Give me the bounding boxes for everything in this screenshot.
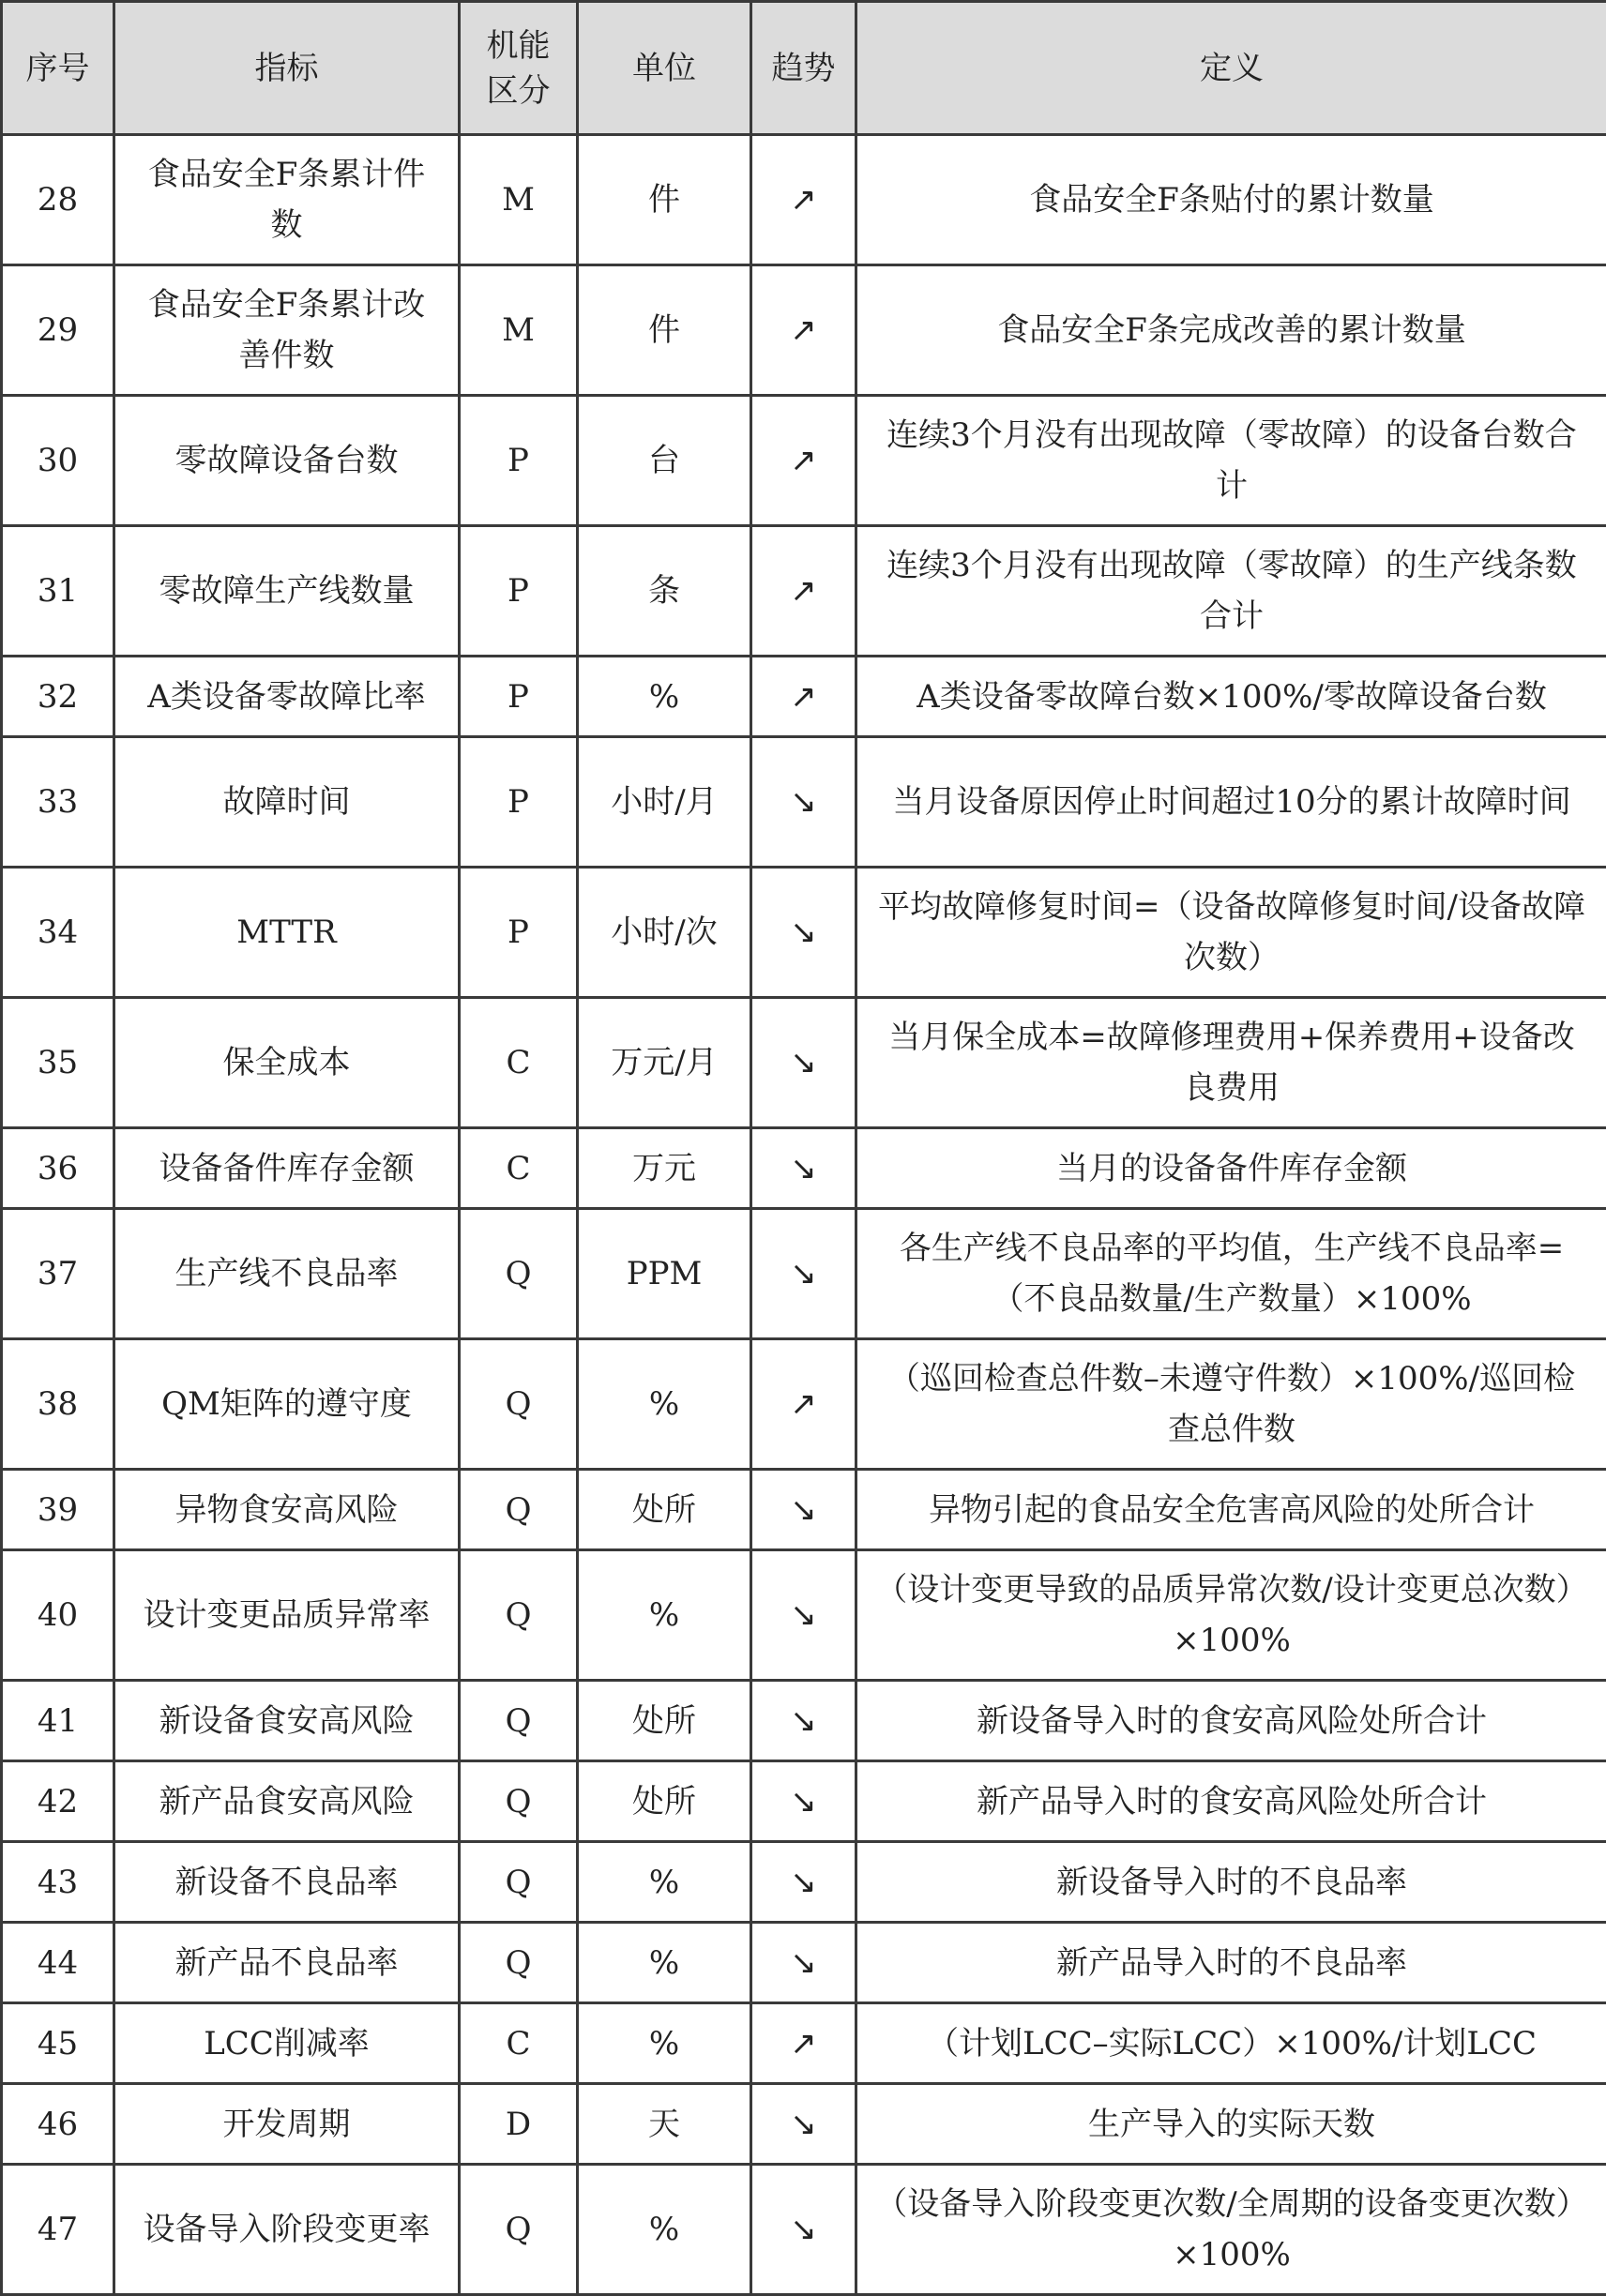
cell-definition: 新设备导入时的食安高风险处所合计 [856, 1681, 1606, 1761]
cell-indicator: 故障时间 [114, 737, 460, 868]
cell-definition: 当月保全成本=故障修理费用+保养费用+设备改良费用 [856, 998, 1606, 1128]
cell-function: Q [460, 1209, 578, 1339]
table-row [2, 1209, 1606, 1339]
trend-arrow-icon: ↘ [751, 1842, 856, 1923]
table-row [2, 265, 1606, 396]
trend-arrow-icon: ↘ [751, 998, 856, 1128]
cell-no: 43 [2, 1842, 114, 1923]
cell-unit: 件 [578, 135, 751, 265]
cell-unit: % [578, 2003, 751, 2084]
table-row [2, 2165, 1606, 2295]
cell-definition: 当月设备原因停止时间超过10分的累计故障时间 [856, 737, 1606, 868]
header-function-line1: 机能 [487, 27, 551, 65]
cell-no: 47 [2, 2165, 114, 2295]
table-row [2, 1128, 1606, 1209]
header-function [460, 2, 578, 135]
cell-unit: 台 [578, 396, 751, 526]
cell-unit: 件 [578, 265, 751, 396]
cell-definition: （计划LCC–实际LCC）×100%/计划LCC [856, 2003, 1606, 2084]
cell-indicator: 开发周期 [114, 2084, 460, 2165]
trend-arrow-icon: ↘ [751, 868, 856, 998]
header-trend: 趋势 [751, 2, 856, 135]
cell-indicator: 新产品食安高风险 [114, 1761, 460, 1842]
table-row [2, 2003, 1606, 2084]
cell-unit: 处所 [578, 1470, 751, 1550]
cell-unit: % [578, 1339, 751, 1470]
table-row [2, 1470, 1606, 1550]
cell-no: 33 [2, 737, 114, 868]
cell-indicator: MTTR [114, 868, 460, 998]
cell-function: C [460, 998, 578, 1128]
cell-function: Q [460, 1761, 578, 1842]
cell-no: 37 [2, 1209, 114, 1339]
cell-no: 29 [2, 265, 114, 396]
cell-function: Q [460, 1923, 578, 2003]
cell-indicator: 新设备食安高风险 [114, 1681, 460, 1761]
table-row [2, 396, 1606, 526]
trend-arrow-icon: ↘ [751, 1128, 856, 1209]
trend-arrow-icon: ↘ [751, 737, 856, 868]
cell-function: P [460, 526, 578, 657]
table-row [2, 868, 1606, 998]
table-row [2, 1339, 1606, 1470]
trend-arrow-icon: ↗ [751, 135, 856, 265]
table-row [2, 1842, 1606, 1923]
table-row [2, 737, 1606, 868]
trend-arrow-icon: ↘ [751, 2084, 856, 2165]
trend-arrow-icon: ↗ [751, 396, 856, 526]
cell-no: 32 [2, 657, 114, 737]
trend-arrow-icon: ↘ [751, 2165, 856, 2295]
cell-function: P [460, 737, 578, 868]
cell-no: 44 [2, 1923, 114, 2003]
cell-unit: % [578, 1550, 751, 1681]
table-row [2, 1761, 1606, 1842]
cell-no: 45 [2, 2003, 114, 2084]
table-row [2, 1550, 1606, 1681]
table-row [2, 2084, 1606, 2165]
cell-function: P [460, 396, 578, 526]
cell-no: 28 [2, 135, 114, 265]
cell-no: 38 [2, 1339, 114, 1470]
cell-definition: 食品安全F条贴付的累计数量 [856, 135, 1606, 265]
cell-indicator: 设备备件库存金额 [114, 1128, 460, 1209]
table-row [2, 1923, 1606, 2003]
cell-indicator: 新设备不良品率 [114, 1842, 460, 1923]
cell-definition: 新产品导入时的食安高风险处所合计 [856, 1761, 1606, 1842]
cell-indicator: 异物食安高风险 [114, 1470, 460, 1550]
cell-definition: 异物引起的食品安全危害高风险的处所合计 [856, 1470, 1606, 1550]
header-function-line2: 区分 [487, 72, 551, 110]
cell-function: Q [460, 1842, 578, 1923]
cell-function: D [460, 2084, 578, 2165]
cell-unit: 小时/次 [578, 868, 751, 998]
cell-unit: 处所 [578, 1681, 751, 1761]
cell-indicator: QM矩阵的遵守度 [114, 1339, 460, 1470]
trend-arrow-icon: ↘ [751, 1470, 856, 1550]
cell-unit: % [578, 2165, 751, 2295]
header-indicator: 指标 [114, 2, 460, 135]
cell-no: 30 [2, 396, 114, 526]
cell-function: M [460, 265, 578, 396]
cell-no: 41 [2, 1681, 114, 1761]
cell-no: 36 [2, 1128, 114, 1209]
cell-unit: PPM [578, 1209, 751, 1339]
cell-unit: 万元/月 [578, 998, 751, 1128]
cell-definition: （设计变更导致的品质异常次数/设计变更总次数）×100% [856, 1550, 1606, 1681]
cell-definition: （巡回检查总件数–未遵守件数）×100%/巡回检查总件数 [856, 1339, 1606, 1470]
cell-function: M [460, 135, 578, 265]
cell-no: 34 [2, 868, 114, 998]
table-row [2, 135, 1606, 265]
cell-definition: 平均故障修复时间=（设备故障修复时间/设备故障次数） [856, 868, 1606, 998]
cell-unit: 处所 [578, 1761, 751, 1842]
trend-arrow-icon: ↘ [751, 1761, 856, 1842]
trend-arrow-icon: ↘ [751, 1209, 856, 1339]
cell-indicator: 零故障生产线数量 [114, 526, 460, 657]
trend-arrow-icon: ↗ [751, 2003, 856, 2084]
cell-no: 31 [2, 526, 114, 657]
cell-unit: 万元 [578, 1128, 751, 1209]
table-row [2, 1681, 1606, 1761]
trend-arrow-icon: ↘ [751, 1681, 856, 1761]
cell-function: C [460, 1128, 578, 1209]
cell-definition: 新设备导入时的不良品率 [856, 1842, 1606, 1923]
cell-unit: % [578, 657, 751, 737]
trend-arrow-icon: ↘ [751, 1550, 856, 1681]
cell-no: 39 [2, 1470, 114, 1550]
table-row [2, 657, 1606, 737]
trend-arrow-icon: ↗ [751, 1339, 856, 1470]
cell-definition: 生产导入的实际天数 [856, 2084, 1606, 2165]
trend-arrow-icon: ↗ [751, 526, 856, 657]
cell-unit: 天 [578, 2084, 751, 2165]
cell-definition: A类设备零故障台数×100%/零故障设备台数 [856, 657, 1606, 737]
cell-definition: 新产品导入时的不良品率 [856, 1923, 1606, 2003]
cell-no: 42 [2, 1761, 114, 1842]
cell-unit: 条 [578, 526, 751, 657]
cell-unit: % [578, 1842, 751, 1923]
cell-unit: 小时/月 [578, 737, 751, 868]
cell-function: C [460, 2003, 578, 2084]
table-header-row [2, 2, 1606, 135]
header-no: 序号 [2, 2, 114, 135]
cell-definition: 各生产线不良品率的平均值，生产线不良品率=（不良品数量/生产数量）×100% [856, 1209, 1606, 1339]
cell-indicator: 新产品不良品率 [114, 1923, 460, 2003]
cell-unit: % [578, 1923, 751, 2003]
cell-function: P [460, 657, 578, 737]
cell-indicator: 生产线不良品率 [114, 1209, 460, 1339]
table-row [2, 526, 1606, 657]
cell-indicator: 设计变更品质异常率 [114, 1550, 460, 1681]
cell-indicator: A类设备零故障比率 [114, 657, 460, 737]
cell-definition: （设备导入阶段变更次数/全周期的设备变更次数）×100% [856, 2165, 1606, 2295]
cell-indicator: 食品安全F条累计件数 [114, 135, 460, 265]
cell-no: 35 [2, 998, 114, 1128]
cell-no: 46 [2, 2084, 114, 2165]
cell-function: Q [460, 1470, 578, 1550]
cell-function: Q [460, 1681, 578, 1761]
trend-arrow-icon: ↘ [751, 1923, 856, 2003]
cell-no: 40 [2, 1550, 114, 1681]
cell-indicator: 设备导入阶段变更率 [114, 2165, 460, 2295]
trend-arrow-icon: ↗ [751, 265, 856, 396]
cell-function: Q [460, 1550, 578, 1681]
cell-function: Q [460, 1339, 578, 1470]
header-unit: 单位 [578, 2, 751, 135]
trend-arrow-icon: ↗ [751, 657, 856, 737]
cell-function: P [460, 868, 578, 998]
cell-indicator: LCC削减率 [114, 2003, 460, 2084]
cell-definition: 连续3个月没有出现故障（零故障）的设备台数合计 [856, 396, 1606, 526]
cell-definition: 连续3个月没有出现故障（零故障）的生产线条数合计 [856, 526, 1606, 657]
header-definition: 定义 [856, 2, 1606, 135]
cell-definition: 当月的设备备件库存金额 [856, 1128, 1606, 1209]
cell-indicator: 食品安全F条累计改善件数 [114, 265, 460, 396]
cell-indicator: 保全成本 [114, 998, 460, 1128]
cell-function: Q [460, 2165, 578, 2295]
cell-indicator: 零故障设备台数 [114, 396, 460, 526]
cell-definition: 食品安全F条完成改善的累计数量 [856, 265, 1606, 396]
table-row [2, 998, 1606, 1128]
